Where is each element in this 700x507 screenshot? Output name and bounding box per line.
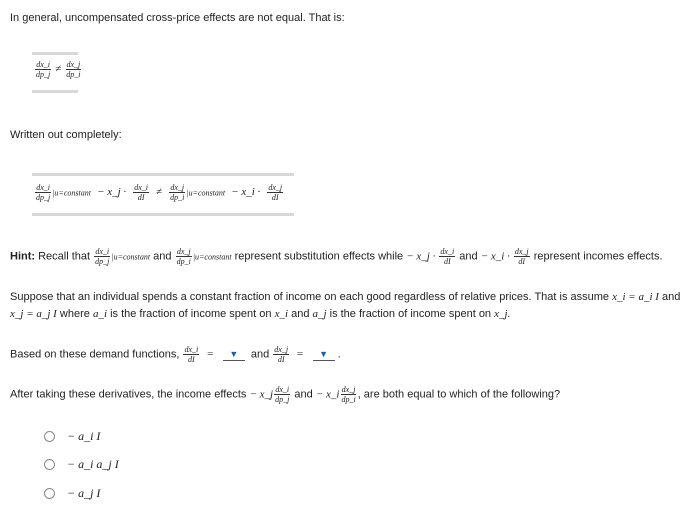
numerator: dx_i [275,385,290,394]
written-label: Written out completely: [10,129,122,141]
after-line [10,385,560,404]
radio-button[interactable] [44,459,55,470]
denominator: dp_j [95,257,110,266]
minus-term: − x_j · [97,186,127,199]
option-label[interactable]: − a_i I [67,429,101,443]
fraction [274,385,290,404]
and-text: and [662,291,681,303]
subscript-constant: |u=constant [192,252,232,262]
and-text: and [459,250,478,263]
and-text: and [153,250,172,263]
numerator: dx_i [440,247,455,256]
numerator: dx_j [66,60,81,69]
option-row[interactable] [44,457,119,472]
denominator: dp_j [36,70,51,79]
denominator: dp_i [176,257,191,266]
math-term: x_j = a_j I [10,308,57,320]
option-label[interactable]: − a_j I [67,486,101,500]
numerator: dx_i [95,247,110,256]
equation-rule-top [32,52,78,55]
equation-rule-bottom [32,213,294,216]
option-label[interactable]: − a_i a_j I [67,457,119,471]
numerator: dx_j [274,345,289,354]
math-term: − x_j · [406,250,436,263]
answer-dropdown-2[interactable]: ▼ [313,348,335,361]
fraction [35,60,51,79]
not-equal-sign: ≠ [55,63,62,76]
not-equal-sign: ≠ [156,186,163,199]
radio-button[interactable] [44,488,55,499]
numerator: dx_j [341,385,356,394]
math-term: − x_i · [480,250,510,263]
denominator: dI [188,355,195,364]
denominator: dp_j [275,395,290,404]
equation-rule-bottom [32,90,78,93]
after-text: After taking these derivatives, the income effects [10,388,247,401]
denominator: dp_i [341,395,356,404]
option-row[interactable] [44,429,100,444]
after-text: , are both equal to which of the following? [357,388,561,401]
intro-text: In general, uncompensated cross-price effects are not equal. That is: [10,12,345,24]
math-term: − x_i [315,388,340,401]
based-text: Based on these demand functions, [10,348,180,361]
fraction [439,247,455,266]
fraction [183,345,199,364]
fraction [176,247,192,266]
suppose-text: is the fraction of income spent on [329,308,492,320]
numerator: dx_j [170,183,185,192]
numerator: dx_j [268,183,283,192]
subscript-constant: |u=constant [52,188,91,198]
fraction [267,183,283,202]
hint-text: Recall that [38,250,91,263]
denominator: dI [137,193,145,202]
subscript-constant: |u=constant [111,252,151,262]
suppose-line-1 [10,291,680,303]
denominator: dp_j [36,193,51,202]
numerator: dx_i [36,60,50,69]
fraction [133,183,149,202]
fraction [340,385,356,404]
math-term: a_i [92,308,107,320]
hint-text: represent substitution effects while [234,250,404,263]
fraction [65,60,81,79]
fraction [94,247,110,266]
numerator: dx_j [514,247,529,256]
numerator: dx_i [134,183,148,192]
denominator: dp_i [66,70,81,79]
equation-rule-top [32,173,294,176]
fraction [514,247,530,266]
suppose-text: is the fraction of income spent on [110,308,272,320]
and-text: and [250,348,270,361]
math-term: a_j [312,308,327,320]
suppose-text: where [59,308,90,320]
denominator: dI [271,193,279,202]
numerator: dx_j [176,247,191,256]
period: . [337,348,341,361]
denominator: dI [518,257,526,266]
based-line [10,345,341,364]
and-text: and [294,388,313,401]
math-term: x_i = a_i I [612,291,659,303]
hint-text: represent incomes effects. [533,250,663,263]
numerator: dx_i [36,183,50,192]
denominator: dI [277,355,285,364]
fraction [169,183,185,202]
minus-term: − x_i · [231,186,261,199]
radio-button[interactable] [44,431,55,442]
and-text: and [291,308,310,320]
suppose-text: Suppose that an individual spends a constant fraction of income on each good regardless of relative prices. That is assume [10,291,610,303]
equals-sign: = [206,348,214,361]
subscript-constant: |u=constant [186,188,226,198]
equation-1 [34,60,83,79]
answer-dropdown-1[interactable]: ▼ [223,348,245,361]
hint-label: Hint: [10,250,36,263]
option-row[interactable] [44,486,100,501]
fraction [273,345,289,364]
suppose-line-2 [10,308,510,320]
denominator: dp_i [170,193,185,202]
fraction [35,183,51,202]
equals-sign: = [296,348,304,361]
math-term: x_i [274,308,289,320]
numerator: dx_i [184,345,199,354]
math-term: − x_j [249,388,274,401]
hint-line [10,247,663,266]
equation-2 [34,183,284,202]
denominator: dI [443,257,451,266]
math-term: x_j. [494,308,511,320]
